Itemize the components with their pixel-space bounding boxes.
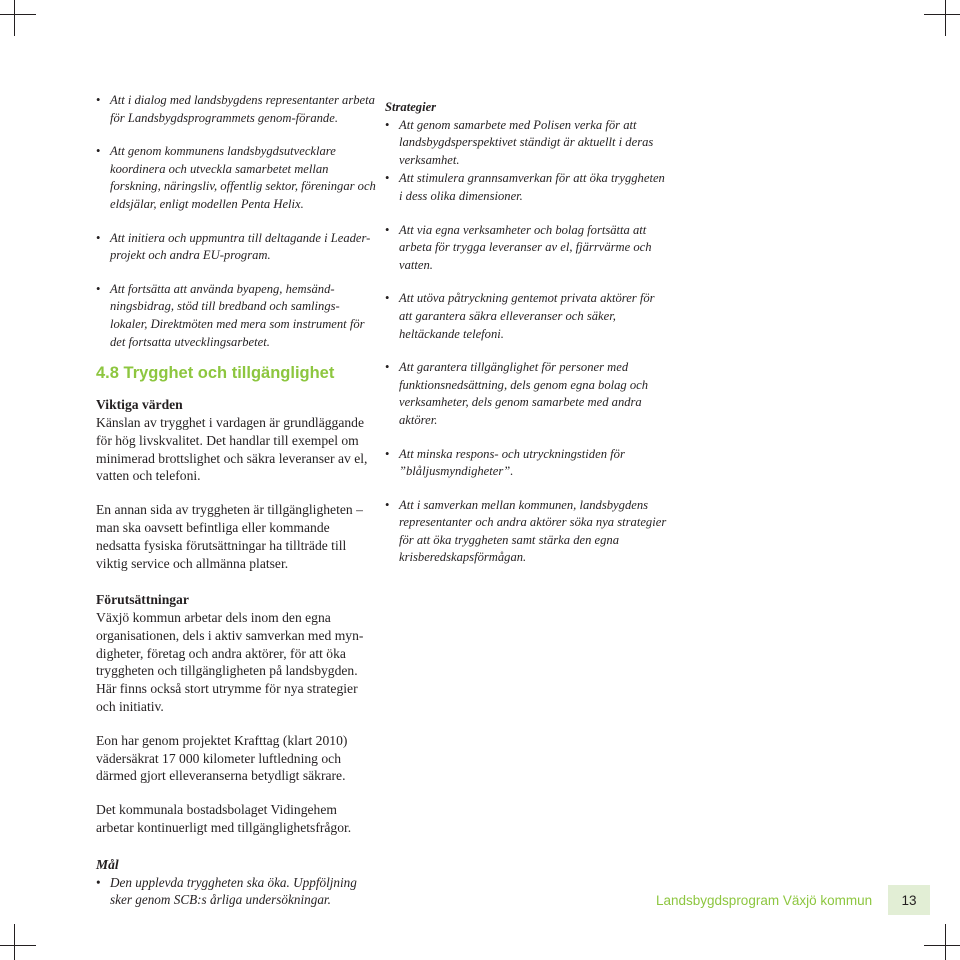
list-item: • Att genom samarbete med Polisen verka för att landsbygdsperspektivet ständigt är aktuellt i deras verksamhet. (385, 117, 670, 170)
viktiga-varden-paragraph-1: Känslan av trygghet i vardagen är grundläggande för hög livskvalitet. Det handlar till exempel om minimerad brottslighet och säkra leveranser av el, vatten och telefoni. (96, 414, 368, 484)
list-item: • Att stimulera grannsamverkan för att öka tryggheten i dess olika dimensioner. (385, 170, 670, 205)
footer-title: Landsbygdsprogram Växjö kommun (656, 893, 873, 908)
crop-mark-right-bottom (924, 945, 960, 946)
list-item: • Att i dialog med landsbygdens representanter arbeta för Landsbygdsprogrammets genom-förande. (96, 92, 376, 127)
list-item: • Att garantera tillgänglighet för personer med funktionsnedsättning, dels genom egna bolag och verksamheter, dels genom samarbete med andra aktörer. (385, 359, 670, 429)
list-item: • Att minska respons- och utryckningstiden för ”blåljusmyndigheter”. (385, 446, 670, 481)
list-item: • Att genom kommunens landsbygdsutvecklare koordinera och utveckla samarbetet mellan forskning, näringsliv, offentlig sektor, föreningar och eldsjälar, enligt modellen Penta Helix. (96, 143, 376, 213)
forutsattningar-heading: Förutsättningar (96, 592, 189, 608)
crop-mark-left-top (0, 14, 36, 15)
viktiga-varden-heading: Viktiga värden (96, 397, 183, 413)
list-item: • Den upplevda tryggheten ska öka. Uppföljning sker genom SCB:s årliga undersökningar. (96, 874, 376, 909)
left-bullet-list (96, 92, 376, 351)
section-title: 4.8 Trygghet och tillgänglighet (96, 364, 335, 383)
mal-bullet-list (96, 874, 376, 909)
left-column (96, 92, 376, 925)
crop-mark-bottom-left (14, 924, 15, 960)
page-number: 13 (901, 892, 917, 908)
strategier-heading: Strategier (385, 100, 437, 114)
crop-mark-top-right (945, 0, 946, 36)
right-column (385, 99, 670, 583)
crop-mark-bottom-right (945, 924, 946, 960)
crop-mark-right-top (924, 14, 960, 15)
crop-mark-top-left (14, 0, 15, 36)
strategier-bullet-list (385, 117, 670, 567)
list-item: • Att fortsätta att använda byapeng, hemsänd-ningsbidrag, stöd till bredband och samlings-lokaler, Direktmöten med mera som instrument för det fortsatta utvecklingsarbetet. (96, 281, 376, 351)
mal-heading: Mål (96, 856, 119, 872)
viktiga-varden-paragraph-2: En annan sida av tryggheten är tillgängligheten – man ska oavsett befintliga eller kommande nedsatta fysiska förutsättningar ha tillträde till viktig service och allmänna platser. (96, 502, 363, 571)
forutsattningar-paragraph-3: Det kommunala bostadsbolaget Vidingehem arbetar kontinuerligt med tillgänglighetsfrågor. (96, 802, 352, 836)
list-item: • Att via egna verksamheter och bolag fortsätta att arbeta för trygga leveranser av el, fjärrvärme och vatten. (385, 222, 670, 275)
crop-mark-left-bottom (0, 945, 36, 946)
forutsattningar-paragraph-1: Växjö kommun arbetar dels inom den egna organisationen, dels i aktiv samverkan med myn-digheter, företag och andra aktörer, för att öka tryggheten och tillgängligheten på landsbygden. Här finns också stort utrymme för nya strategier och initiativ. (96, 610, 364, 715)
list-item: • Att i samverkan mellan kommunen, landsbygdens representanter och andra aktörer söka nya strategier för att öka tryggheten samt stärka den egna krisberedskapsförmågan. (385, 497, 670, 567)
list-item: • Att initiera och uppmuntra till deltagande i Leader-projekt och andra EU-program. (96, 230, 376, 265)
list-item: • Att utöva påtryckning gentemot privata aktörer för att garantera säkra elleveranser och säker, heltäckande telefoni. (385, 290, 670, 343)
page-number-box (888, 885, 930, 915)
forutsattningar-paragraph-2: Eon har genom projektet Krafttag (klart 2010) vädersäkrat 17 000 kilometer luftledning och därmed gjort elleveranserna betydligt säkrare. (96, 732, 348, 784)
